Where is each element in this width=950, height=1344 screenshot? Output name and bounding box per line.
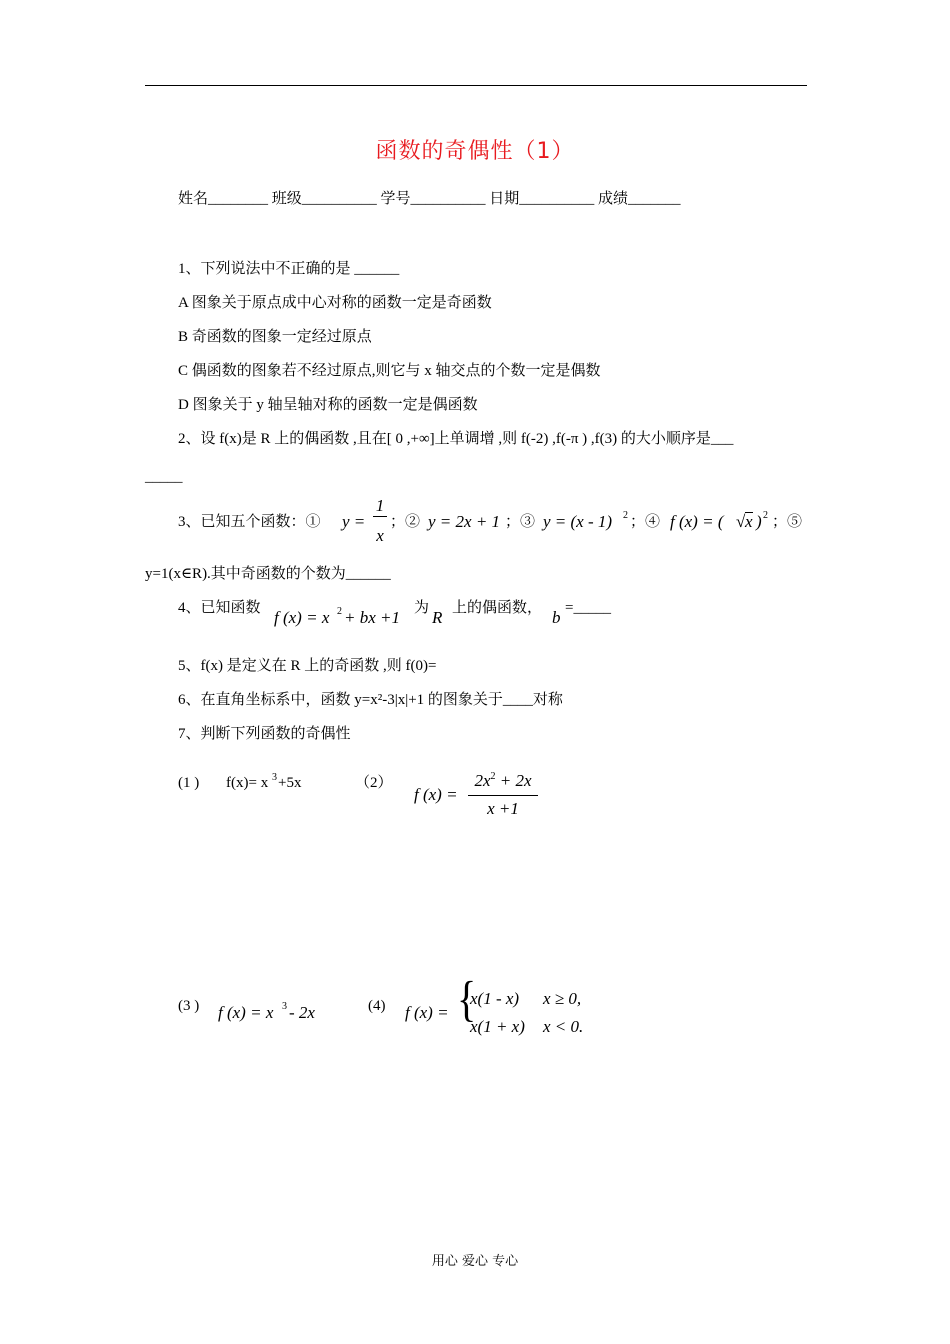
q3-f1-den: x xyxy=(376,526,384,545)
q4-wei: 为 xyxy=(414,600,430,616)
q2-line2: _____ xyxy=(145,469,183,485)
q7-p1-sup: 3 xyxy=(272,772,277,783)
q3-f1-lhs: y = xyxy=(342,512,366,531)
q3-sep3: ；③ xyxy=(505,514,536,530)
q4-func-lhs: f (x) = x xyxy=(274,608,330,627)
q3-sep5: ；⑤ xyxy=(772,514,803,530)
q1-option-a: A 图象关于原点成中心对称的函数一定是奇函数 xyxy=(178,295,492,311)
q7-p3-lhs: f (x) = x xyxy=(218,1003,274,1022)
q3-f4-lhs: f (x) = ( xyxy=(670,512,724,531)
q7-p3-rhs: - 2x xyxy=(289,1003,315,1022)
q7-p2-num-a: 2x xyxy=(474,771,491,790)
q7-p4-lhs: f (x) = xyxy=(405,1003,449,1022)
q1-stem: 1、下列说法中不正确的是 ______ xyxy=(178,261,400,277)
q1-option-c: C 偶函数的图象若不经过原点,则它与 x 轴交点的个数一定是偶数 xyxy=(178,363,601,379)
q3-f4-rhs: ) xyxy=(756,512,762,531)
q3-f2: y = 2x + 1 xyxy=(428,512,501,531)
q7-stem: 7、判断下列函数的奇偶性 xyxy=(178,726,351,742)
q2-line1: 2、设 f(x)是 R 上的偶函数 ,且在[ 0 ,+∞]上单调增 ,则 f(-2) ,f(-π ) ,f(3) 的大小顺序是___ xyxy=(178,431,734,447)
q3-sep4: ；④ xyxy=(630,514,661,530)
page-title: 函数的奇偶性（1） xyxy=(375,139,575,164)
sqrt-icon: √ xyxy=(736,512,746,531)
q4-func-rhs: + bx +1 xyxy=(344,608,400,627)
q5: 5、f(x) 是定义在 R 上的奇函数 ,则 f(0)= xyxy=(178,658,437,674)
q7-p2-denominator: x +1 xyxy=(487,799,519,818)
q1-option-d: D 图象关于 y 轴呈轴对称的函数一定是偶函数 xyxy=(178,397,478,413)
q3-line2: y=1(x∈R).其中奇函数的个数为______ xyxy=(145,566,391,582)
q7-p4-cond2: x < 0. xyxy=(543,1017,584,1036)
q4-intro: 4、已知函数 xyxy=(178,600,261,616)
q4-tail: 上的偶函数， xyxy=(452,600,543,616)
q7-p4-cond1: x ≥ 0, xyxy=(543,989,582,1008)
q3-f1-num: 1 xyxy=(373,496,387,517)
q7-p2-num-sup: 2 xyxy=(490,771,496,782)
q7-p4-case1: x(1 - x) xyxy=(470,989,520,1008)
top-rule xyxy=(145,85,807,86)
q4-func-sup: 2 xyxy=(337,606,342,617)
q3-f4-sup: 2 xyxy=(763,510,768,521)
q7-p4-case2: x(1 + x) xyxy=(470,1017,525,1036)
q6: 6、在直角坐标系中，函数 y=x²-3|x|+1 的图象关于____对称 xyxy=(178,692,563,708)
q4-r: R xyxy=(432,608,443,627)
q7-p1-func-a: f(x)= x xyxy=(226,775,269,791)
q3-f3-sup: 2 xyxy=(623,510,628,521)
left-brace-icon: { xyxy=(457,970,477,1027)
q4-b: b xyxy=(552,608,561,627)
q7-p3-label: (3 ) xyxy=(178,998,200,1014)
q7-p2-label: （2） xyxy=(355,775,393,791)
q3-sep2: ；② xyxy=(390,514,421,530)
q3-intro: 3、已知五个函数：① xyxy=(178,514,321,530)
q3-f4-radicand: x xyxy=(745,512,753,531)
q7-p4-label: (4) xyxy=(368,998,386,1014)
q7-p2-lhs: f (x) = xyxy=(414,785,458,804)
q7-p2-num-b: + 2x xyxy=(495,771,532,790)
q3-f3: y = (x - 1) xyxy=(543,512,613,531)
q4-answer-blank: =_____ xyxy=(565,600,611,616)
q7-p3-sup: 3 xyxy=(282,1001,287,1012)
page-footer: 用心 爱心 专心 xyxy=(431,1254,519,1269)
q1-option-b: B 奇函数的图象一定经过原点 xyxy=(178,329,372,345)
q7-p2-numerator xyxy=(468,770,538,796)
header-fields: 姓名________ 班级__________ 学号__________ 日期__________ 成绩_______ xyxy=(178,191,681,207)
q7-p1-label: (1 ) xyxy=(178,775,200,791)
q7-p1-func-b: +5x xyxy=(278,775,302,791)
